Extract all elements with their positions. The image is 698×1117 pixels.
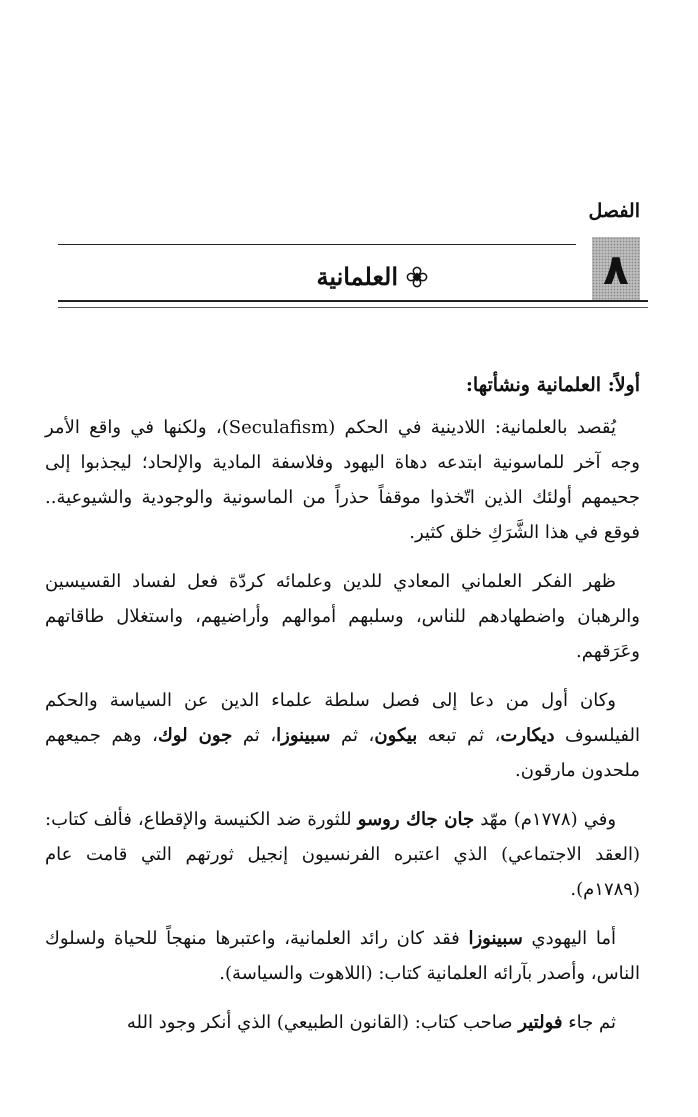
chapter-body	[45, 374, 640, 1054]
paragraph-text: يُقصد بالعلمانية: اللادينية في الحكم (Seculafism)، ولكنها في واقع الأمر وجه آخر للماسونية ابتدعه دهاة اليهود وفلاسفة المادية والإلحاد؛ ليجذبوا إلى جحيمهم أولئك الذين اتّخذوا موقفاً حذراً من الماسونية والوجودية والشيوعية.. فوقع في هذا الشَّرَكِ خلق كثير.	[45, 417, 640, 543]
name-rousseau: جان جاك روسو	[357, 809, 475, 830]
paragraph-text: صاحب كتاب: (القانون الطبيعي) الذي أنكر وجود الله	[126, 1012, 519, 1033]
paragraph-text: ، ثم	[232, 725, 277, 746]
paragraph-text: ثم جاء	[562, 1012, 616, 1033]
paragraph-text: فقد كان رائد العلمانية، واعتبرها منهجاً للحياة ولسلوك الناس، وأصدر بآرائه العلمانية كتاب: (اللاهوت والسياسة).	[45, 928, 640, 984]
paragraph-origin	[45, 564, 640, 669]
chapter-number: ٨	[603, 244, 629, 294]
chapter-number-box	[592, 237, 640, 301]
paragraph-text: أما اليهودي	[522, 928, 616, 949]
name-spinoza: سبينوزا	[276, 725, 331, 746]
paragraph-text: ، وهم جميعهم ملحدون مارقون.	[45, 725, 640, 781]
paragraph-text: للثورة ضد الكنيسة والإقطاع، فألف كتاب: (العقد الاجتماعي) الذي اعتبره الفرنسيون إنجيل ثورتهم التي قامت عام (١٧٨٩م).	[45, 809, 640, 900]
section-heading: أولاً: العلمانية ونشأتها:	[465, 374, 640, 396]
paragraph-spinoza	[45, 921, 640, 991]
paragraph-text: ، ثم تبعه	[417, 725, 501, 746]
paragraph-text: وكان أول من دعا إلى فصل سلطة علماء الدين عن السياسة والحكم الفيلسوف	[45, 690, 641, 746]
flower-ornament-icon	[406, 266, 428, 288]
name-voltaire: فولتير	[518, 1012, 563, 1033]
top-divider	[58, 244, 576, 245]
chapter-title-block	[317, 262, 428, 291]
paragraph-definition	[45, 410, 640, 550]
header-bottom-divider	[58, 300, 648, 308]
paragraph-text: ظهر الفكر العلماني المعادي للدين وعلمائه كردّة فعل لفساد القسيسين والرهبان واضطهادهم للناس، وسلبهم أموالهم وأراضيهم، واستغلال طاقاتهم وعَرَقهم.	[45, 571, 640, 662]
paragraph-text: ، ثم	[330, 725, 375, 746]
paragraph-rousseau	[45, 802, 640, 907]
name-descartes: ديكارت	[500, 725, 555, 746]
paragraph-text: وفي (١٧٧٨م) مهّد	[474, 809, 617, 830]
name-john-locke: جون لوك	[157, 725, 233, 746]
chapter-title: العلمانية	[316, 262, 398, 291]
paragraph-early-advocates	[45, 683, 640, 788]
name-spinoza: سبينوزا	[468, 928, 523, 949]
paragraph-voltaire	[45, 1005, 640, 1040]
chapter-label: الفصل	[588, 200, 640, 222]
name-bacon: بيكون	[374, 725, 418, 746]
